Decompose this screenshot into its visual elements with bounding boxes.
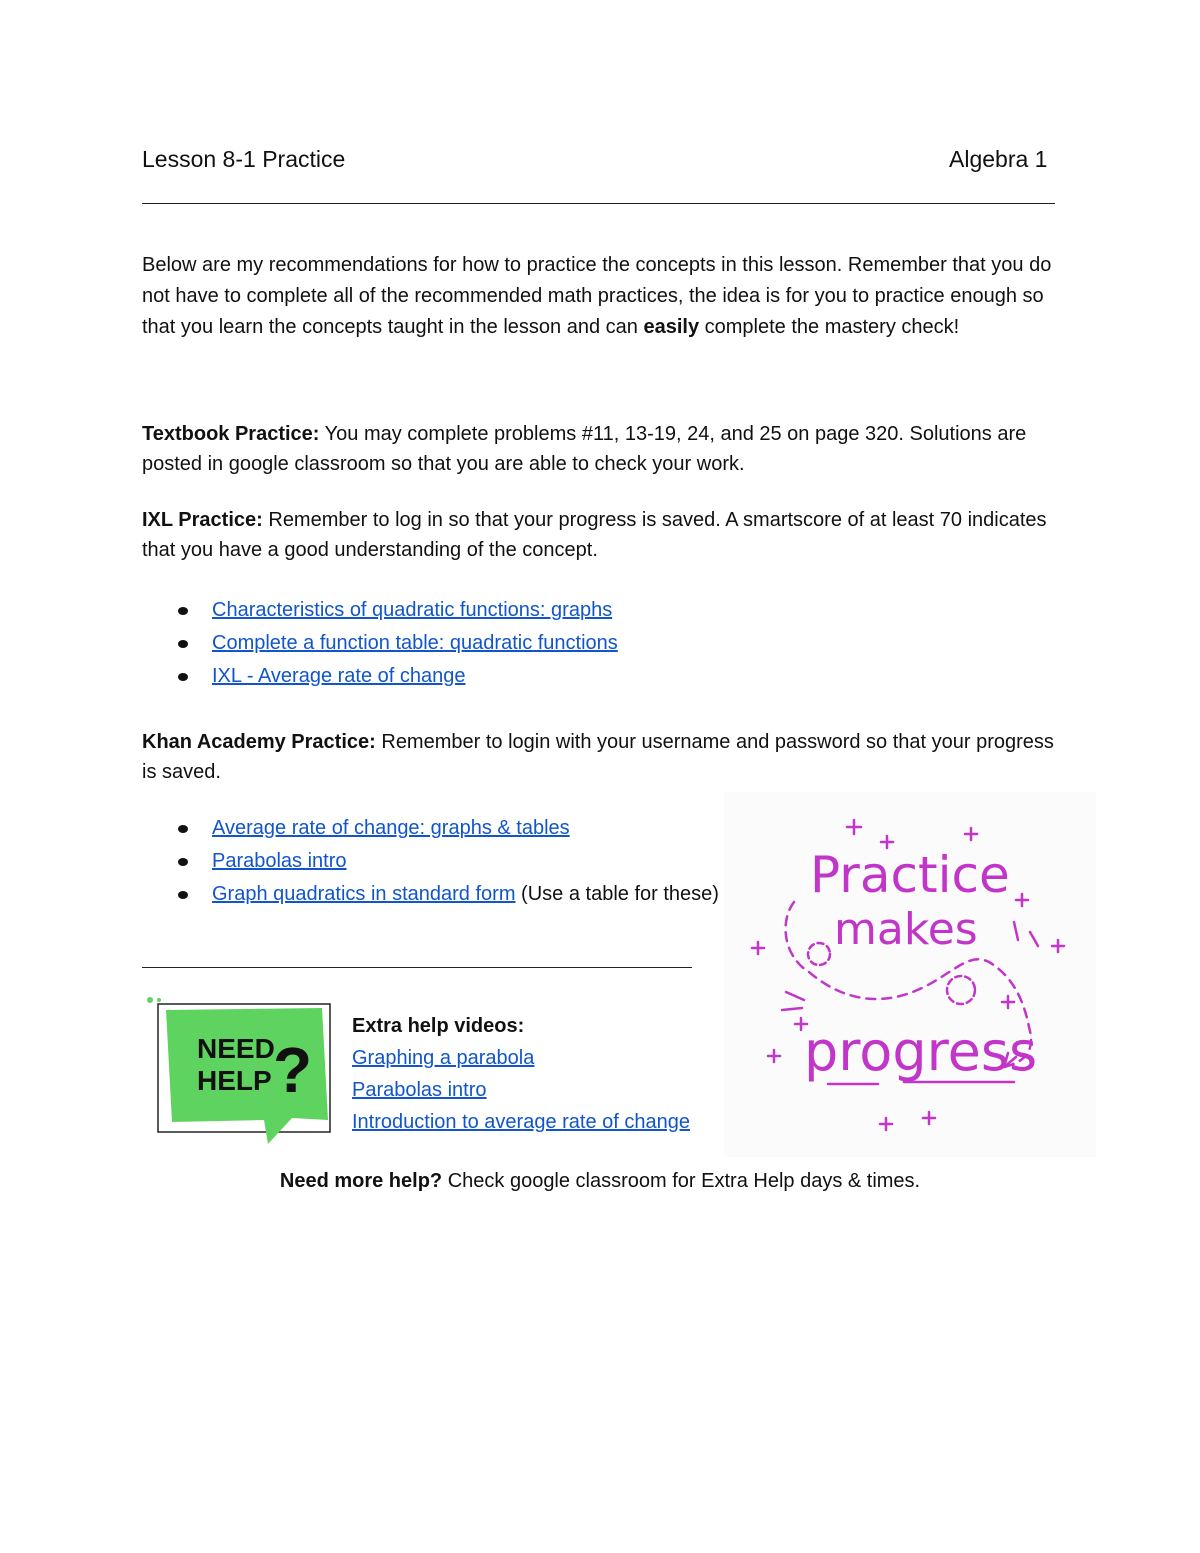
need-help-line1: NEED: [197, 1033, 275, 1064]
footer-bold: Need more help?: [279, 1170, 443, 1192]
ixl-paragraph: [142, 505, 1072, 565]
extra-link-parabolas-intro[interactable]: Parabolas intro: [352, 1079, 487, 1101]
list-item: [172, 627, 618, 660]
need-help-graphic: [142, 992, 342, 1147]
khan-note: (Use a table for these): [515, 883, 719, 905]
bullet-icon: [178, 607, 188, 615]
section-divider: [142, 967, 692, 968]
bullet-icon: [178, 858, 188, 866]
makes-word: makes: [834, 904, 978, 955]
question-mark-icon: ?: [273, 1034, 313, 1106]
bullet-icon: [178, 825, 188, 833]
textbook-paragraph: [142, 419, 1072, 479]
intro-text-end: complete the mastery check!: [699, 316, 960, 338]
ixl-link-quadratic-graphs[interactable]: Characteristics of quadratic functions: graphs: [212, 599, 613, 621]
khan-link-graph-quadratics[interactable]: Graph quadratics in standard form: [212, 883, 516, 905]
extra-help-heading: Extra help videos:: [352, 1015, 525, 1037]
intro-emphasis: easily: [643, 316, 700, 338]
header-divider: [142, 203, 1055, 204]
course-title: Algebra 1: [949, 146, 1048, 172]
ixl-link-function-table[interactable]: Complete a function table: quadratic functions: [212, 632, 618, 654]
ixl-text: Remember to log in so that your progress is saved. A smartscore of at least 70 indicates that you have a good understanding of the concept.: [142, 509, 1047, 561]
khan-text: Remember to login with your username and password so that your progress is saved.: [142, 731, 1054, 783]
extra-link-graphing-parabola[interactable]: Graphing a parabola: [352, 1047, 535, 1069]
khan-label: Khan Academy Practice:: [142, 731, 376, 753]
intro-text-start: Below are my recommendations for how to practice the concepts in this lesson. Remember that you do not have to complete all of the recommended math practices, the idea is for you to practice enough so that you learn the concepts taught in the lesson and can: [142, 254, 1052, 338]
extra-link-rate-of-change[interactable]: Introduction to average rate of change: [352, 1111, 691, 1133]
need-help-line2: HELP: [197, 1065, 272, 1096]
practice-makes-progress-graphic: [724, 792, 1096, 1157]
ixl-link-list: [172, 594, 618, 693]
list-item: [172, 812, 719, 845]
practice-word: Practice: [810, 846, 1010, 904]
bullet-icon: [178, 673, 188, 681]
textbook-label: Textbook Practice:: [142, 423, 320, 445]
lesson-title: Lesson 8-1 Practice: [142, 146, 346, 172]
bullet-icon: [178, 891, 188, 899]
footer-text: Check google classroom for Extra Help days & times.: [442, 1170, 921, 1192]
list-item: [172, 594, 618, 627]
extra-help-section: [352, 1010, 690, 1138]
ixl-label: IXL Practice:: [142, 509, 263, 531]
list-item: [172, 660, 618, 693]
khan-link-list: [172, 812, 719, 911]
list-item: [172, 845, 719, 878]
footer-note: [0, 1170, 1200, 1193]
progress-word: progress: [804, 1020, 1038, 1083]
intro-paragraph: [142, 250, 1072, 343]
khan-link-parabolas-intro[interactable]: Parabolas intro: [212, 850, 347, 872]
khan-link-rate-of-change[interactable]: Average rate of change: graphs & tables: [212, 817, 570, 839]
bullet-icon: [178, 640, 188, 648]
list-item: [172, 878, 719, 911]
textbook-text: You may complete problems #11, 13-19, 24, and 25 on page 320. Solutions are posted in google classroom so that you are able to check your work.: [142, 423, 1027, 475]
ixl-link-rate-of-change[interactable]: IXL - Average rate of change: [212, 665, 466, 687]
khan-paragraph: [142, 727, 1072, 787]
